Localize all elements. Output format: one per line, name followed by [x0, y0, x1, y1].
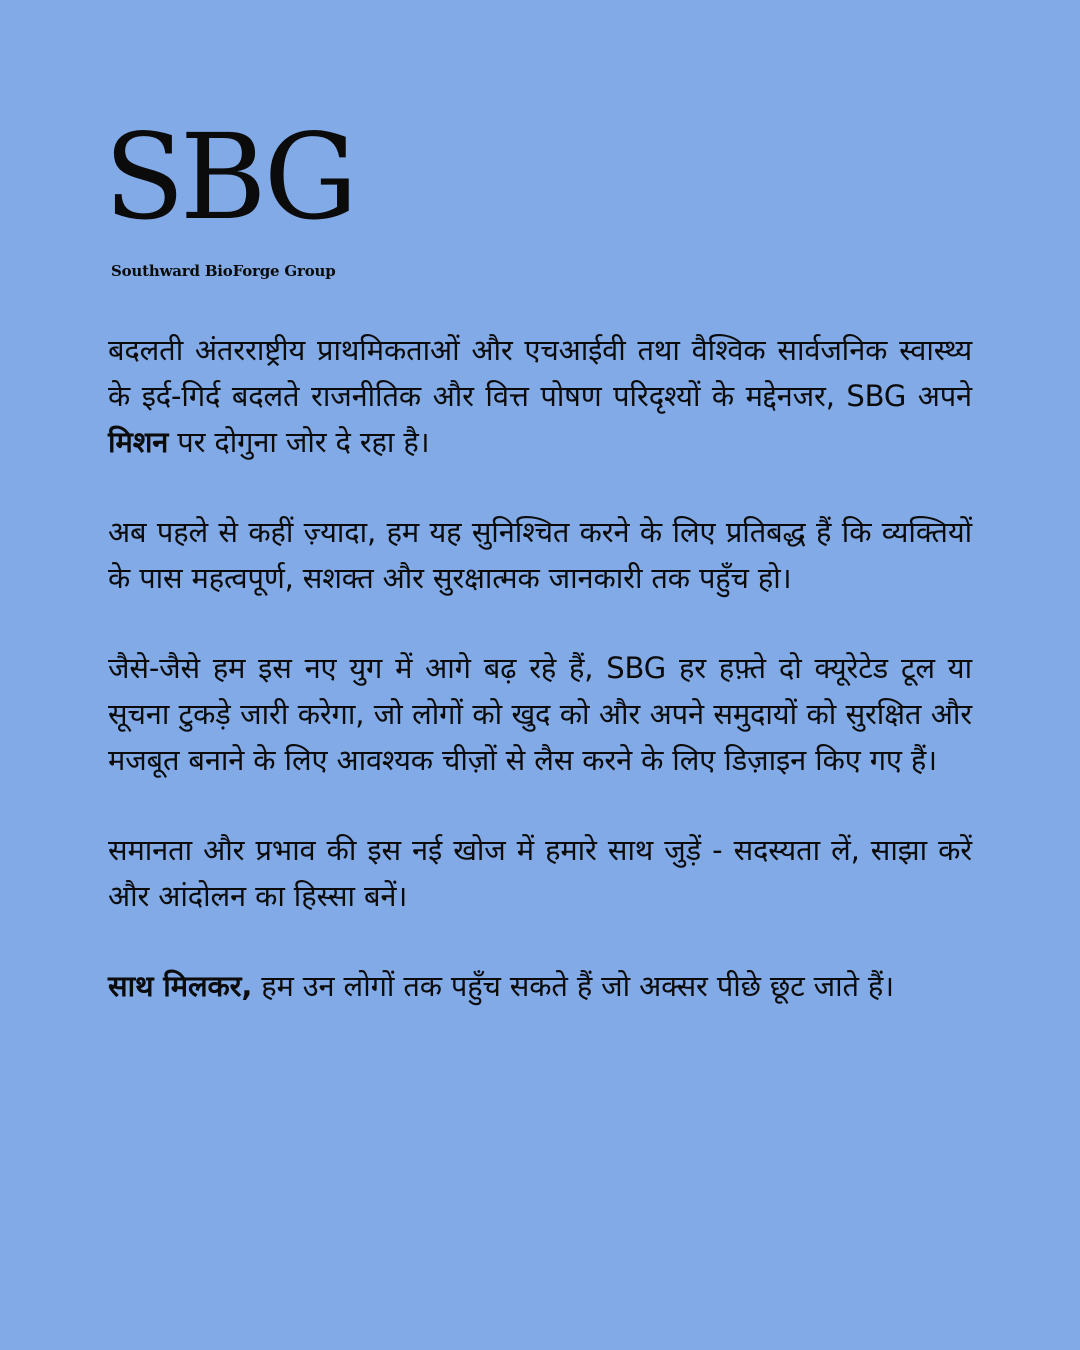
paragraph-mission-text-start: बदलती अंतरराष्ट्रीय प्राथमिकताओं और एचआईवी तथा वैश्विक सार्वजनिक स्वास्थ्य के इर्द-गिर्द बदलते राजनीतिक और वित्त पोषण परिदृश्यों के मद्देनजर, SBG अपने [108, 333, 972, 413]
paragraph-together [108, 963, 972, 1009]
paragraph-together-text: हम उन लोगों तक पहुँच सकते हैं जो अक्सर पीछे छूट जाते हैं। [252, 969, 895, 1003]
paragraph-call-to-action: समानता और प्रभाव की इस नई खोज में हमारे साथ जुड़ें - सदस्यता लें, साझा करें और आंदोलन का हिस्सा बनें। [108, 833, 972, 913]
logo-mark: SBG [104, 108, 354, 246]
paragraph-commitment: अब पहले से कहीं ज़्यादा, हम यह सुनिश्चित करने के लिए प्रतिबद्ध हैं कि व्यक्तियों के पास महत्वपूर्ण, सशक्त और सुरक्षात्मक जानकारी तक पहुँच हो। [108, 515, 972, 595]
paragraph-mission [108, 327, 972, 465]
paragraph-mission-text-end: पर दोगुना जोर दे रहा है। [168, 425, 430, 459]
mission-emphasis: मिशन [108, 425, 169, 459]
together-emphasis: साथ मिलकर, [108, 969, 253, 1003]
paragraph-weekly-tools: जैसे-जैसे हम इस नए युग में आगे बढ़ रहे हैं, SBG हर हफ़्ते दो क्यूरेटेड टूल या सूचना टुकड़े जारी करेगा, जो लोगों को खुद को और अपने समुदायों को सुरक्षित और मजबूत बनाने के लिए आवश्यक चीज़ों से लैस करने के लिए डिज़ाइन किए गए हैं। [108, 651, 972, 777]
brand-logo [104, 108, 364, 280]
logo-subtitle: Southward BioForge Group [111, 262, 336, 280]
body-copy [108, 327, 972, 1009]
